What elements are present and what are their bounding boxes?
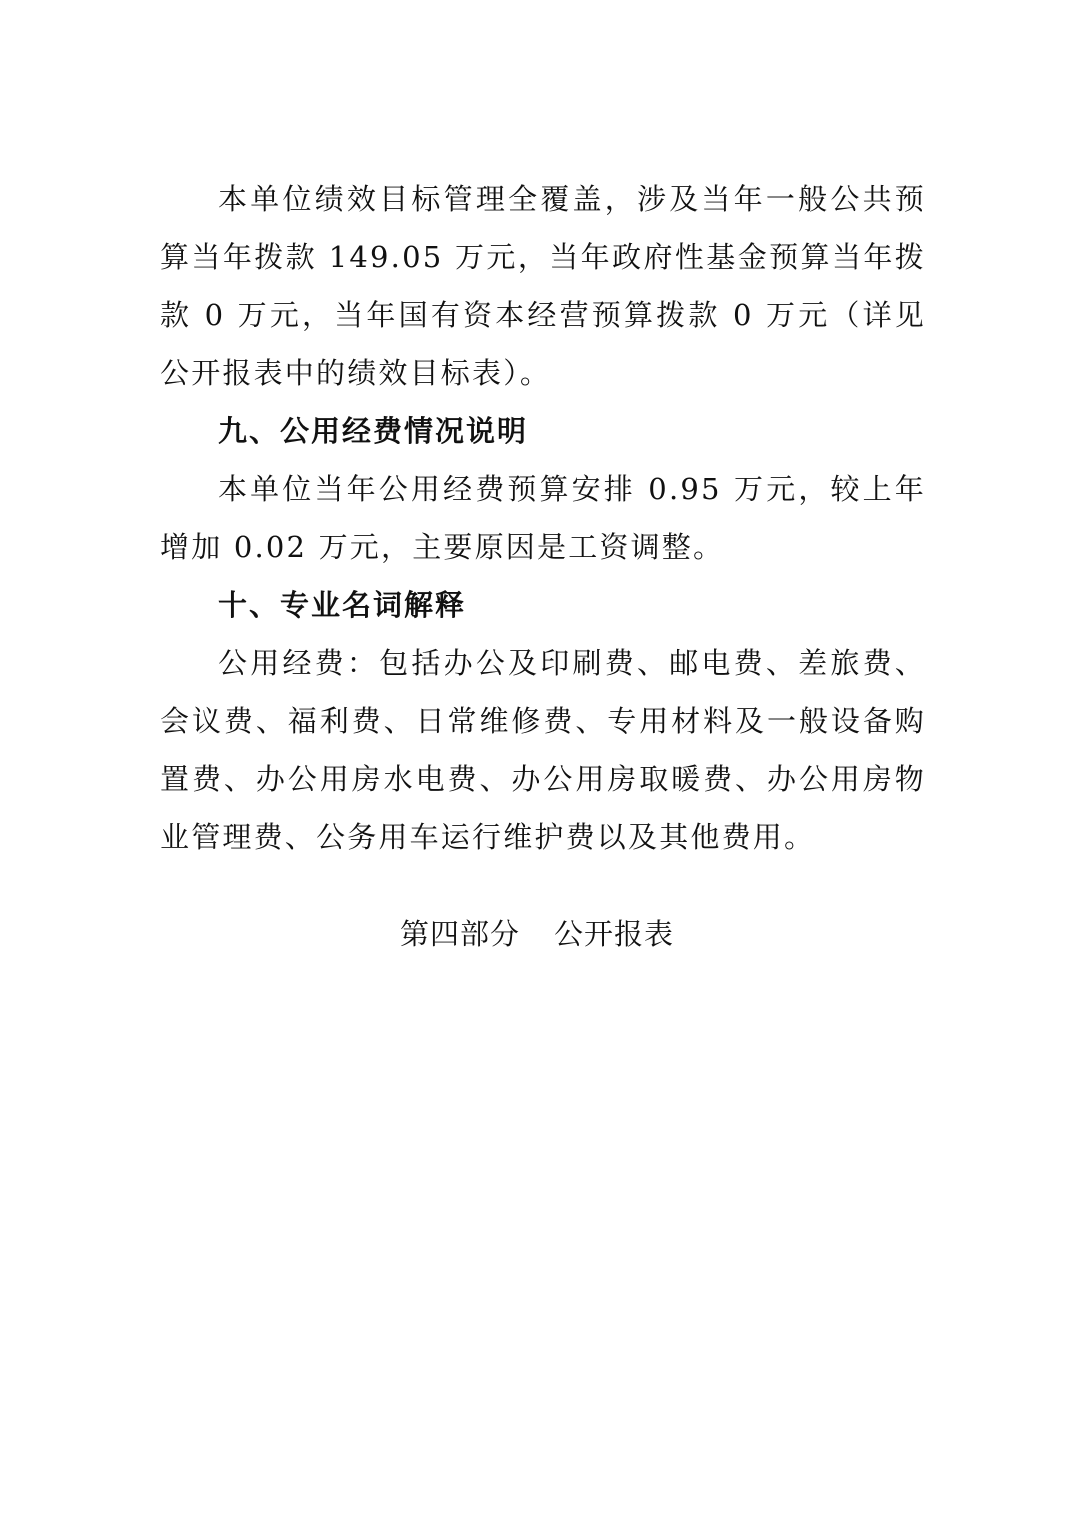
part-four-title [0,905,1074,963]
part-number: 第四部分 [399,917,520,951]
section-10-heading: 十、专业名词解释 [218,588,467,622]
document-body [160,170,926,866]
part-name: 公开报表 [554,917,675,951]
section-9-heading: 九、公用经费情况说明 [218,414,529,448]
section-10-paragraph: 公用经费：包括办公及印刷费、邮电费、差旅费、会议费、福利费、日常维修费、专用材料及一般设备购置费、办公用房水电费、办公用房取暖费、办公用房物业管理费、公务用车运行维护费以及其他费用。 [160,646,926,854]
performance-target-paragraph: 本单位绩效目标管理全覆盖，涉及当年一般公共预算当年拨款 149.05 万元，当年政府性基金预算当年拨款 0 万元，当年国有资本经营预算拨款 0 万元（详见公开报表中的绩效目标表）。 [160,182,926,390]
section-9-paragraph: 本单位当年公用经费预算安排 0.95 万元，较上年增加 0.02 万元，主要原因是工资调整。 [160,472,926,564]
